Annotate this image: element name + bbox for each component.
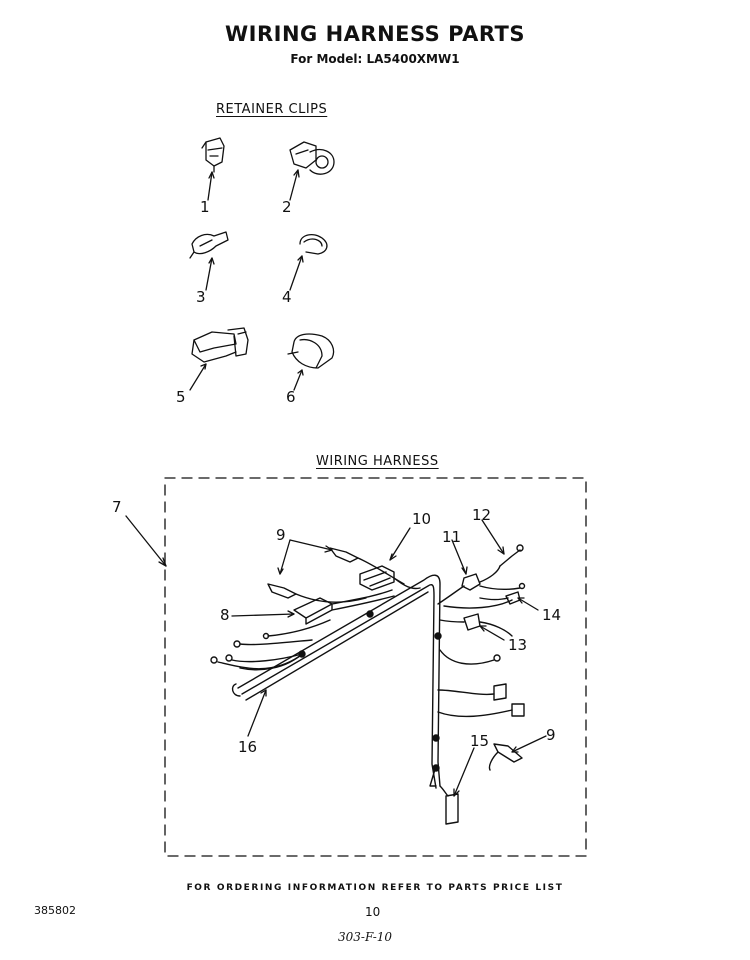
clip-1-drawing bbox=[202, 138, 224, 172]
callout-11: 11 bbox=[442, 528, 462, 546]
clip-6-drawing bbox=[288, 334, 334, 368]
callout-14: 14 bbox=[542, 606, 562, 624]
callout-1: 1 bbox=[200, 198, 210, 216]
callout-8: 8 bbox=[220, 606, 230, 624]
clip-3-drawing bbox=[190, 232, 228, 258]
callout-7-line bbox=[126, 516, 166, 566]
harness-frame bbox=[165, 478, 586, 856]
callout-16: 16 bbox=[238, 738, 258, 756]
callout-6: 6 bbox=[286, 388, 296, 406]
model-line: For Model: LA5400XMW1 bbox=[290, 52, 460, 66]
callout-9: 9 bbox=[276, 526, 286, 544]
callout-15: 15 bbox=[470, 732, 490, 750]
clip-2-drawing bbox=[290, 142, 334, 174]
callout-4: 4 bbox=[282, 288, 292, 306]
wiring-harness-heading: WIRING HARNESS bbox=[316, 454, 439, 469]
callout-5: 5 bbox=[176, 388, 186, 406]
callout-9-right: 9 bbox=[546, 726, 556, 744]
clip-5-drawing bbox=[192, 328, 248, 362]
page-title: WIRING HARNESS PARTS bbox=[224, 22, 525, 46]
document-number: 385802 bbox=[34, 904, 76, 917]
page-number: 10 bbox=[365, 905, 381, 919]
ordering-note: FOR ORDERING INFORMATION REFER TO PARTS PRICE LIST bbox=[186, 883, 564, 893]
callout-3: 3 bbox=[196, 288, 206, 306]
harness-drawing bbox=[211, 545, 528, 824]
callout-2: 2 bbox=[282, 198, 292, 216]
callout-12: 12 bbox=[472, 506, 492, 524]
handwritten-code: 303-F-10 bbox=[338, 930, 393, 944]
callout-7: 7 bbox=[112, 498, 122, 516]
harness-arrows bbox=[232, 520, 546, 796]
retainer-clips-heading: RETAINER CLIPS bbox=[216, 102, 328, 117]
callout-10: 10 bbox=[412, 510, 432, 528]
callout-13: 13 bbox=[508, 636, 528, 654]
clip-4-drawing bbox=[300, 235, 327, 254]
